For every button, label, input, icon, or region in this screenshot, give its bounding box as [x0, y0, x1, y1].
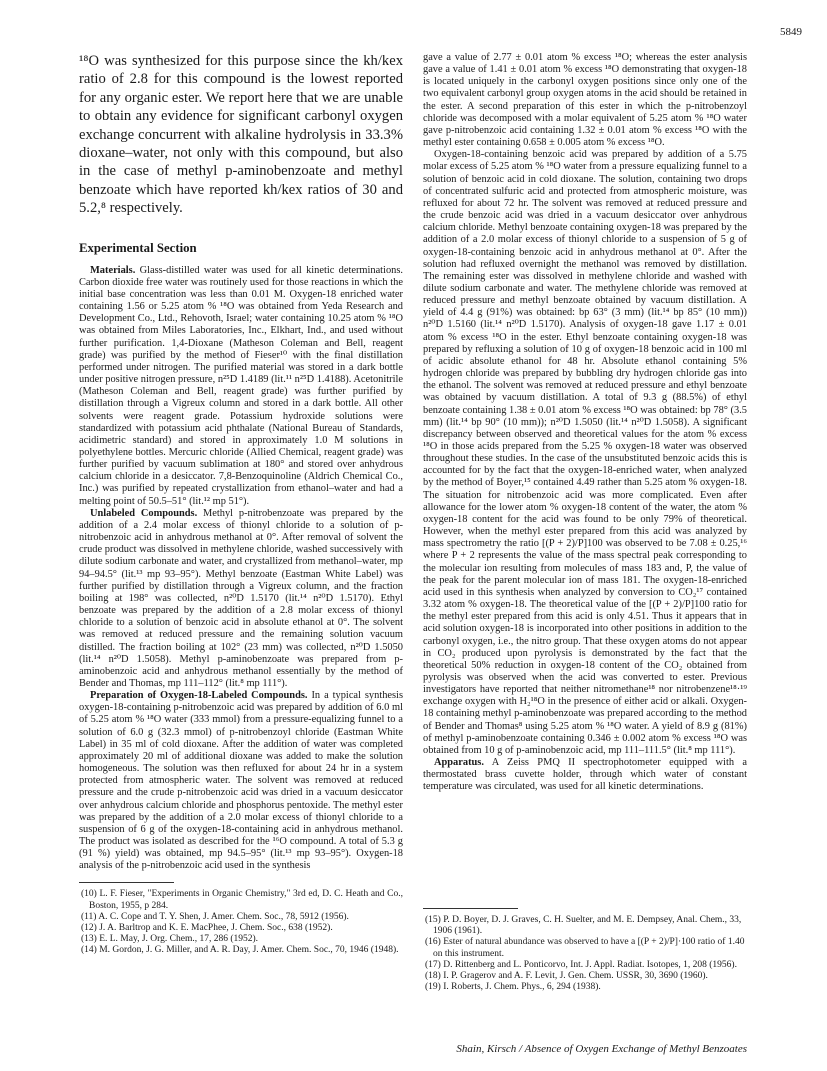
intro-text: ¹⁸O was synthesized for this purpose since the kh/kex ratio of 2.8 for this compound is the lowest reported for any organic ester. We report here that we are unable to obtain any evidence for significant carbonyl oxygen exchange concurrent with alkaline hydrolysis in 33.3% dioxane–water, not only with this compound, but also in the case of methyl p-aminobenzoate and methyl benzoate which have reported kh/kex ratios of 30 and 5.2,⁸ respectively.: [79, 53, 403, 217]
left-body: [79, 265, 403, 873]
footnote: (12) J. A. Barltrop and K. E. MacPhee, J. Chem. Soc., 638 (1952).: [81, 923, 333, 934]
run-in-heading: Apparatus.: [434, 757, 484, 769]
footnote-rule: [423, 908, 518, 909]
continued-paragraph: [423, 52, 747, 149]
footnote: (13) E. L. May, J. Org. Chem., 17, 286 (1952).: [81, 934, 259, 945]
right-footnotes-block: [423, 908, 747, 993]
footnote: (14) M. Gordon, J. G. Miller, and A. R. Day, J. Amer. Chem. Soc., 70, 1946 (1948).: [81, 945, 399, 956]
page-number: 5849: [780, 26, 802, 38]
materials-paragraph: [79, 265, 403, 508]
paragraph-text: Glass-distilled water was used for all kinetic determinations. Carbon dioxide free water was routinely used for those reactions in which the initial base concentration was less than 0.01 M. Oxygen-18 enriched water containing 1.56 or 5.25 atom % ¹⁸O was obtained from Yeda Research and Development Co., Ltd., Rehovoth, Israel; water containing 10.25 atom % ¹⁸O was obtained from Miles Laboratories, Inc., Elkhart, Ind., and used without further purification. 1,4-Dioxane (Matheson Coleman and Bell, reagent grade) was purified by the method of Fieser¹⁰ with the final distillation performed under nitrogen. The purified material was stored in a dark bottle under positive nitrogen pressure, n²⁵D 1.4189 (lit.¹¹ n²⁵D 1.4188). Acetonitrile (Matheson Coleman and Bell, reagent grade) was further purified by distillation through a Vigreux column and stored in a dark bottle. All other solvents were reagent grade. Potassium hydroxide solutions were standardized with potassium acid phthalate (National Bureau of Standards, acidimetric standard) and stored in approximately 1.0 M solutions in polyethylene bottles. Mercuric chloride (Allied Chemical, reagent grade) was further purified by vacuum sublimation at 180° and stored over anhydrous calcium chloride in a desiccator. 7,8-Benzoquinoline (Aldrich Chemical Co., Inc.) was purified by repeated crystallization from ethanol–water and had a melting point of 50.5–51° (lit.¹² mp 51°).: [79, 264, 403, 507]
left-footnotes: [79, 889, 403, 956]
footnote: (19) I. Roberts, J. Chem. Phys., 6, 294 (1938).: [425, 982, 601, 993]
running-footer: Shain, Kirsch / Absence of Oxygen Exchange of Methyl Benzoates: [456, 1043, 747, 1055]
footnote: (18) I. P. Gragerov and A. F. Levit, J. Gen. Chem. USSR, 30, 3690 (1960).: [425, 971, 708, 982]
paragraph-text: A Zeiss PMQ II spectrophotometer equipped with a thermostated brass cuvette holder, through which water of constant temperature was circulated, was used for all kinetic determinations.: [423, 757, 747, 793]
preparation-paragraph: [79, 690, 403, 872]
paragraph-text: In a typical synthesis oxygen-18-containing p-nitrobenzoic acid was prepared by addition of 6.0 ml of 5.25 atom % ¹⁸O water (333 mmol) from a pressure-equalizing funnel to a solution of 6.0 g (32.3 mmol) of p-nitrobenzoyl chloride (Eastman White Label) in 35 ml of cold dioxane. After the addition of water was completed approximately 20 ml of additional dioxane was added to make the solution homogeneous. The solution was then refluxed for about 24 hr in a system protected from atmospheric water. The solvent was removed at reduced pressure and the crude p-nitrobenzoic acid was dried in a vacuum desiccator over anhydrous calcium chloride and phosphorus pentoxide. The methyl ester was prepared by the addition of a 2.0 molar excess of thionyl chloride to a suspension of 6 g of the oxygen-18-containing acid in anhydrous methanol. The product was isolated as described for the ¹⁶O compound. A total of 5.3 g (91 %) yield) was obtained, mp 94.5–95° (lit.¹³ mp 93–95°). Oxygen-18 analysis of the p-nitrobenzoic acid used in the synthesis: [79, 690, 403, 872]
left-column: [79, 52, 403, 957]
paragraph-text: Oxygen-18-containing benzoic acid was prepared by addition of a 5.75 molar excess of 5.25 atom % ¹⁸O water from a pressure equalizing funnel to a solution of benzoic acid in cold dioxane. The solution, containing two drops of concentrated sulfuric acid and protected from atmospheric moisture, was refluxed for about 72 hr. The solvent was removed at reduced pressure and the crude benzoic acid was dried in a vacuum desiccator over anhydrous calcium chloride. Methyl benzoate containing oxygen-18 was prepared by the addition of a 2.0 molar excess of thionyl chloride to a suspension of 5 g of oxygen-18-containing benzoic acid in anhydrous methanol at 0°. After the solution had refluxed overnight the methanol was removed by distillation. The remaining ester was dissolved in methylene chloride and washed with dilute sodium carbonate and water. The methylene chloride was removed at reduced pressure and methyl benzoate obtained by vacuum distillation. A yield of 4.4 g (91%) was obtained: bp 63° (3 mm) (lit.¹⁴ bp 85° (10 mm)) n²⁰D 1.5160 (lit.¹⁴ n²⁰D 1.5170). Analysis of oxygen-18 gave 1.17 ± 0.01 atom % excess ¹⁸O in the ester. Ethyl benzoate containing oxygen-18 was prepared by refluxing a solution of 10 g of oxygen-18 benzoic acid in 100 ml of acidic absolute ethanol for 48 hr. Absolute ethanol containing 5% hydrogen chloride was prepared by bubbling dry hydrogen chloride gas into the ethanol. The solvent was removed at reduced pressure and ethyl benzoate was obtained by vacuum distillation. A total of 9.3 g (88.5%) of ethyl benzoate containing 1.38 ± 0.01 atom % excess ¹⁸O was obtained: bp 78° (3.5 mm) (lit.¹⁴ bp 90° (10 mm)); n²⁰D 1.5050 (lit.¹⁴ n²⁰D 1.5058). A significant discrepancy between observed and theoretical values for the atom % excess ¹⁸O in those acids prepared from the 5.25 % oxygen-18 water was observed throughout these studies. In the case of the unsubstituted benzoic acids this is accounted for by the fact that the oxygen-18-enriched water, when analyzed by the method of Boyer,¹⁵ contained 4.49 rather than 5.25 atom % oxygen-18. The situation for nitrobenzoic acid was more complicated. Even after allowance for the lower atom % oxygen-18 content of the water, the atom % oxygen-18 content for the acid was found to be only 79% of theoretical. However, when the methyl ester prepared from this acid was analyzed by mass spectrometry the ratio [(P + 2)/P]100 was observed to be 7.08 ± 0.25,¹⁶ where P + 2 represents the value of the mass spectral peak corresponding to the molecular ion resulting from molecules of mass 183 and, P, the value of the peak for the parent molecular ion of mass 181. The oxygen-18-enriched acid used in this synthesis when analyzed by conversion to CO₂¹⁷ contained 3.32 atom % oxygen-18. The theoretical value of the [(P + 2)/P]100 ratio for the methyl ester prepared from this acid is only 4.51. Thus it appears that in acid solution oxygen-18 is incorporated into other positions in addition to the carbonyl oxygen, i.e., the nitro group. That these oxygen atoms do not appear in CO₂ produced upon pyrolysis is demonstrated by the fact that the theoretical 50% reduction in oxygen-18 content of the CO₂ obtained from pyrolysis was observed when the acid was converted to ester. Previous investigators have reported that neither nitromethane¹⁸ nor nitrobenzene¹⁸·¹⁹ exchange oxygen with H₂¹⁸O in the presence of either acid or alkali. Oxygen-18 containing methyl p-aminobenzoate was prepared according to the method of Bender and Thomas⁸ using 5.25 atom % ¹⁸O water. A yield of 8.9 g (81%) of methyl p-aminobenzoate containing 0.346 ± 0.002 atom % excess ¹⁸O was obtained from 10 g of p-aminobenzoic acid, mp 111–111.5° (lit.⁸ mp 111°).: [423, 149, 747, 756]
footnote: (16) Ester of natural abundance was observed to have a [(P + 2)/P]·100 ratio of 1.40 on this instrument.: [425, 937, 745, 959]
footnote-rule: [79, 882, 174, 883]
footnote: (11) A. C. Cope and T. Y. Shen, J. Amer. Chem. Soc., 78, 5912 (1956).: [81, 911, 349, 922]
footnote: (17) D. Rittenberg and L. Ponticorvo, Int. J. Appl. Radiat. Isotopes, 1, 208 (1956).: [425, 959, 737, 970]
footnote: (10) L. F. Fieser, "Experiments in Organic Chemistry," 3rd ed, D. C. Heath and Co., Boston, 1955, p 284.: [81, 889, 403, 911]
footnote: (15) P. D. Boyer, D. J. Graves, C. H. Suelter, and M. E. Dempsey, Anal. Chem., 33, 1906 (1961).: [425, 915, 742, 937]
right-footnotes: [423, 915, 747, 993]
benzoic-acid-paragraph: [423, 149, 747, 757]
run-in-heading: Materials.: [90, 264, 136, 276]
section-heading: Experimental Section: [79, 240, 197, 255]
run-in-heading: Preparation of Oxygen-18-Labeled Compounds.: [90, 690, 308, 702]
apparatus-paragraph: [423, 757, 747, 793]
unlabeled-compounds-paragraph: [79, 508, 403, 690]
paragraph-text: Methyl p-nitrobenzoate was prepared by the addition of a 2.4 molar excess of thionyl chloride to a solution of p-nitrobenzoic acid in anhydrous methanol at 0°. After removal of solvent the crude product was dissolved in methylene chloride, washed successively with dilute sodium carbonate and water, and crystallized from methanol–water, mp 94–94.5° (lit.¹³ mp 93–95°). Methyl benzoate (Eastman White Label) was further purified by distillation through a Vigreux column, and the fraction boiling at 198° was collected, n²⁰D 1.5170 (lit.¹⁴ n²⁰D 1.5170). Ethyl benzoate was prepared by the addition of a 2.8 molar excess of thionyl chloride to a solution of benzoic acid in absolute ethanol at 0°. The solvent was removed at reduced pressure and the remaining solution vacuum distilled. The fraction boiling at 102° (23 mm) was collected, n²⁰D 1.5050 (lit.¹⁴ n²⁰D 1.5058). Methyl p-aminobenzoate was prepared from p-aminobenzoic acid and anhydrous methanol essentially by the method of Bender and Thomas, mp 111–112° (lit.⁸ mp 111°).: [79, 507, 404, 689]
intro-paragraph: [79, 52, 403, 218]
run-in-heading: Unlabeled Compounds.: [90, 507, 198, 519]
right-body: [423, 52, 747, 794]
paragraph-text: gave a value of 2.77 ± 0.01 atom % excess ¹⁸O; whereas the ester analysis gave a value of 1.41 ± 0.01 atom % excess ¹⁸O demonstrating that oxygen-18 is located uniquely in the carbonyl oxygen positions since only one of the two equivalent carbonyl group oxygen atoms in the acid should be retained in the ester. A second preparation of this ester in which the p-nitrobenzoyl chloride was decomposed with a molar equivalent of 5.25 atom % ¹⁸O water gave p-nitrobenzoic acid containing 1.32 ± 0.01 atom % excess ¹⁸O with the methyl ester containing 0.658 ± 0.005 atom % excess ¹⁸O.: [423, 52, 747, 149]
right-column: [423, 52, 747, 794]
